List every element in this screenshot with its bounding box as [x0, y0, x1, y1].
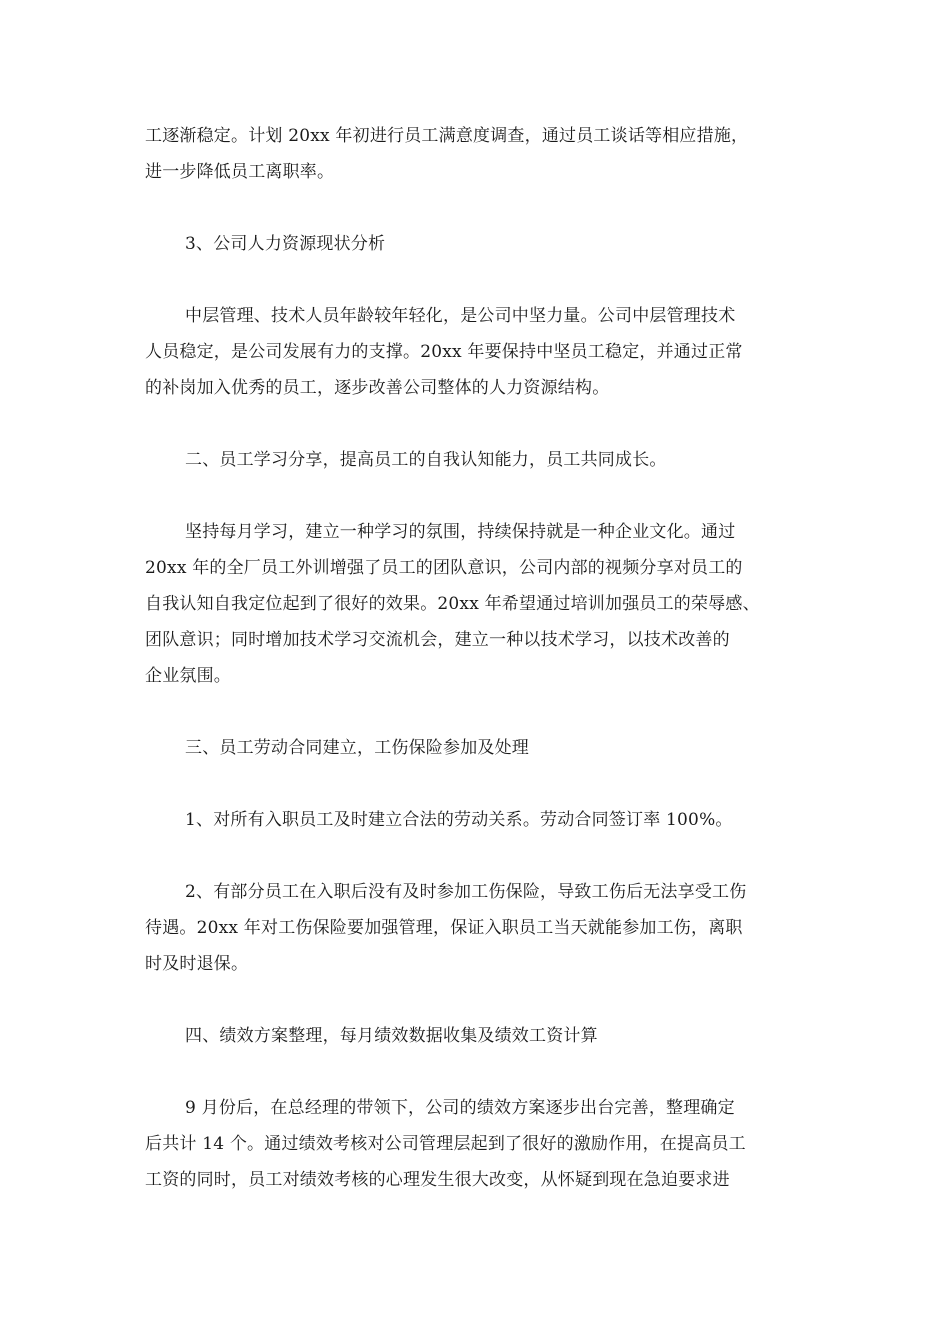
text-line: 企业氛围。 — [145, 666, 231, 686]
text-line: 2、有部分员工在入职后没有及时参加工伤保险，导致工伤后无法享受工伤 — [185, 882, 747, 902]
text-line: 进一步降低员工离职率。 — [145, 162, 335, 182]
text-line: 的补岗加入优秀的员工，逐步改善公司整体的人力资源结构。 — [145, 378, 610, 398]
section-heading — [145, 226, 810, 262]
text-line: 工逐渐稳定。计划 20xx 年初进行员工满意度调查，通过员工谈话等相应措施， — [145, 126, 749, 146]
text-line: 中层管理、技术人员年龄较年轻化，是公司中坚力量。公司中层管理技术 — [185, 306, 736, 326]
section-heading — [145, 1018, 810, 1054]
text-line: 待遇。20xx 年对工伤保险要加强管理，保证入职员工当天就能参加工伤，离职 — [145, 918, 743, 938]
section-heading — [145, 730, 810, 766]
text-line: 团队意识；同时增加技术学习交流机会，建立一种以技术学习，以技术改善的 — [145, 630, 730, 650]
text-line: 四、绩效方案整理，每月绩效数据收集及绩效工资计算 — [185, 1026, 598, 1046]
text-line: 3、公司人力资源现状分析 — [185, 234, 386, 254]
text-line: 人员稳定，是公司发展有力的支撑。20xx 年要保持中坚员工稳定，并通过正常 — [145, 342, 743, 362]
text-line: 后共计 14 个。通过绩效考核对公司管理层起到了很好的激励作用，在提高员工 — [145, 1134, 746, 1154]
text-line: 二、员工学习分享，提高员工的自我认知能力，员工共同成长。 — [185, 450, 667, 470]
text-line: 工资的同时，员工对绩效考核的心理发生很大改变，从怀疑到现在急迫要求进 — [145, 1170, 730, 1190]
text-line: 1、对所有入职员工及时建立合法的劳动关系。劳动合同签订率 100%。 — [185, 810, 733, 830]
section-heading — [145, 442, 810, 478]
text-line: 时及时退保。 — [145, 954, 249, 974]
text-line: 三、员工劳动合同建立，工伤保险参加及处理 — [185, 738, 529, 758]
body-paragraph — [145, 514, 810, 694]
text-line: 9 月份后，在总经理的带领下，公司的绩效方案逐步出台完善，整理确定 — [185, 1098, 735, 1118]
body-paragraph — [145, 802, 810, 838]
text-line: 自我认知自我定位起到了很好的效果。20xx 年希望通过培训加强员工的荣辱感、 — [145, 594, 760, 614]
body-paragraph — [145, 874, 810, 982]
body-paragraph — [145, 1090, 810, 1198]
body-paragraph — [145, 298, 810, 406]
text-line: 坚持每月学习，建立一种学习的氛围，持续保持就是一种企业文化。通过 — [185, 522, 736, 542]
body-paragraph — [145, 118, 810, 190]
document-body — [145, 118, 810, 1234]
text-line: 20xx 年的全厂员工外训增强了员工的团队意识，公司内部的视频分享对员工的 — [145, 558, 743, 578]
